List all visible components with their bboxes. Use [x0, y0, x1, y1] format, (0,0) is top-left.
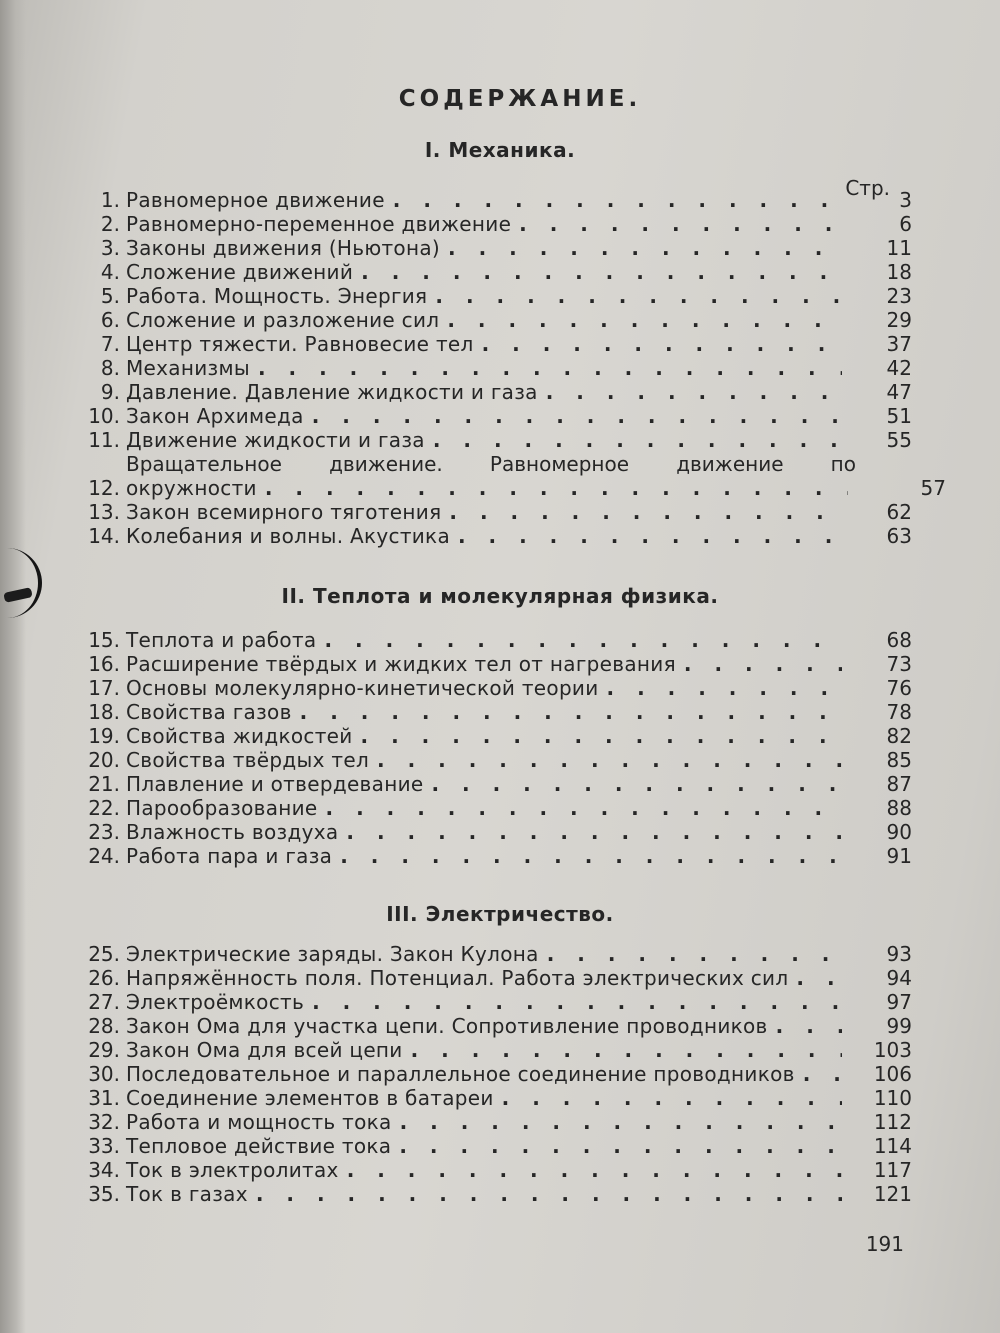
toc-entry-number: 3. — [100, 236, 120, 260]
toc-entry — [0, 1086, 1000, 1110]
dot-leader — [361, 724, 842, 748]
toc-entry-page: 47 — [886, 380, 912, 404]
toc-entry-title: Свойства жидкостей — [126, 724, 353, 748]
toc-entry-page: 73 — [886, 652, 912, 676]
toc-entry-title: Тепловое действие тока — [126, 1134, 392, 1158]
dot-leader — [256, 1182, 842, 1206]
toc-entry — [0, 748, 1000, 772]
dot-leader — [340, 844, 842, 868]
dot-leader — [300, 700, 842, 724]
toc-entry-page: 68 — [886, 628, 912, 652]
toc-entry-number: 35. — [88, 1182, 120, 1206]
toc-entry — [0, 676, 1000, 700]
toc-entry — [0, 1134, 1000, 1158]
toc-entry — [0, 380, 1000, 404]
toc-entry-page: 87 — [886, 772, 912, 796]
toc-entry-number: 30. — [88, 1062, 120, 1086]
toc-entry — [0, 524, 1000, 548]
toc-entry — [0, 700, 1000, 724]
toc-entry-number: 8. — [100, 356, 120, 380]
toc-entry-page: 114 — [873, 1134, 912, 1158]
toc-entry — [0, 796, 1000, 820]
toc-entry-title: Закон Ома для всей цепи — [126, 1038, 403, 1062]
toc-entry-page: 93 — [886, 942, 912, 966]
toc-entry-title: Закон Ома для участка цепи. Сопротивление проводников — [126, 1014, 768, 1038]
toc-entry-number: 16. — [88, 652, 120, 676]
toc-entry-title: Закон Архимеда — [126, 404, 304, 428]
dot-leader — [324, 628, 842, 652]
toc-entry-number: 17. — [88, 676, 120, 700]
toc-list-heat — [0, 628, 1000, 868]
toc-entry — [0, 1158, 1000, 1182]
dot-leader — [796, 966, 842, 990]
toc-entry-number: 27. — [88, 990, 120, 1014]
section-heading-heat: II. Теплота и молекулярная физика. — [281, 584, 719, 608]
toc-entry — [0, 308, 1000, 332]
document-title: СОДЕРЖАНИЕ. — [398, 86, 642, 112]
toc-entry-number: 4. — [100, 260, 120, 284]
toc-entry — [0, 1038, 1000, 1062]
dot-leader — [265, 476, 848, 500]
toc-entry-title: Давление. Давление жидкости и газа — [126, 380, 538, 404]
toc-entry-number: 20. — [88, 748, 120, 772]
dot-leader — [399, 1134, 842, 1158]
toc-entry-number: 9. — [100, 380, 120, 404]
toc-entry-number: 34. — [88, 1158, 120, 1182]
toc-entry-word: движение. — [329, 452, 443, 476]
toc-entry — [0, 990, 1000, 1014]
toc-entry-page: 18 — [886, 260, 912, 284]
toc-entry — [0, 966, 1000, 990]
toc-entry-page: 76 — [886, 676, 912, 700]
toc-entry-page: 90 — [886, 820, 912, 844]
dot-leader — [312, 990, 842, 1014]
toc-entry-number: 11. — [88, 428, 120, 452]
toc-entry-title: Ток в электролитах — [126, 1158, 339, 1182]
toc-entry-title: Свойства твёрдых тел — [126, 748, 370, 772]
dot-leader — [377, 748, 842, 772]
toc-entry-number: 2. — [100, 212, 120, 236]
dot-leader — [411, 1038, 842, 1062]
toc-entry-page: 103 — [873, 1038, 912, 1062]
toc-entry-page: 88 — [886, 796, 912, 820]
toc-entry — [0, 1014, 1000, 1038]
toc-entry-word: движение — [676, 452, 784, 476]
dot-leader — [776, 1014, 842, 1038]
toc-entry-title: Законы движения (Ньютона) — [126, 236, 441, 260]
page-column-label: Стр. — [845, 176, 890, 200]
toc-entry — [0, 1182, 1000, 1206]
toc-entry — [0, 1062, 1000, 1086]
toc-entry-title: Закон всемирного тяготения — [126, 500, 442, 524]
toc-entry-page: 29 — [886, 308, 912, 332]
dot-leader — [312, 404, 842, 428]
dot-leader — [448, 236, 842, 260]
toc-entry — [0, 628, 1000, 652]
toc-entry-word: Равномерное — [489, 452, 630, 476]
toc-entry-page: 94 — [886, 966, 912, 990]
toc-entry-page: 37 — [886, 332, 912, 356]
toc-entry-page: 112 — [873, 1110, 912, 1134]
dot-leader — [803, 1062, 842, 1086]
toc-entry-title: Равномерное движение — [126, 188, 385, 212]
toc-entry-title-wrapped — [126, 452, 856, 500]
toc-entry — [0, 212, 1000, 236]
toc-list-mechanics — [0, 188, 1000, 548]
toc-entry — [0, 404, 1000, 428]
toc-entry-number: 14. — [88, 524, 120, 548]
toc-entry-title: Плавление и отвердевание — [126, 772, 424, 796]
dot-leader — [361, 260, 842, 284]
dot-leader — [326, 796, 842, 820]
toc-entry-title-line1 — [126, 452, 856, 476]
toc-entry-title: Сложение и разложение сил — [126, 308, 440, 332]
toc-entry-page: 57 — [920, 476, 946, 500]
toc-entry-title: Ток в газах — [126, 1182, 248, 1206]
toc-entry-number: 22. — [88, 796, 120, 820]
toc-entry-page: 3 — [899, 188, 912, 212]
dot-leader — [519, 212, 842, 236]
toc-entry — [0, 1110, 1000, 1134]
toc-entry-title: Электрические заряды. Закон Кулона — [126, 942, 539, 966]
toc-entry-title: Последовательное и параллельное соединение проводников — [126, 1062, 795, 1086]
toc-entry — [0, 284, 1000, 308]
dot-leader — [482, 332, 842, 356]
toc-entry-number: 15. — [88, 628, 120, 652]
toc-entry-title: Электроёмкость — [126, 990, 305, 1014]
toc-entry-title: Работа. Мощность. Энергия — [126, 284, 428, 308]
toc-entry-page: 55 — [886, 428, 912, 452]
dot-leader — [433, 428, 842, 452]
toc-entry-page: 11 — [886, 236, 912, 260]
toc-entry — [0, 772, 1000, 796]
toc-entry-number: 6. — [100, 308, 120, 332]
toc-entry-number: 13. — [88, 500, 120, 524]
toc-entry — [0, 724, 1000, 748]
toc-entry-title-line2: окружности — [126, 476, 257, 500]
toc-entry-page: 110 — [873, 1086, 912, 1110]
toc-entry-title: Напряжённость поля. Потенциал. Работа электрических сил — [126, 966, 789, 990]
toc-entry-page: 23 — [886, 284, 912, 308]
toc-entry-number: 19. — [88, 724, 120, 748]
dot-leader — [346, 820, 842, 844]
toc-entry-title: Работа и мощность тока — [126, 1110, 392, 1134]
toc-entry-number: 18. — [88, 700, 120, 724]
toc-entry — [0, 428, 1000, 452]
toc-entry-page: 106 — [873, 1062, 912, 1086]
dot-leader — [393, 188, 842, 212]
toc-entry-page: 99 — [886, 1014, 912, 1038]
toc-entry-page: 6 — [899, 212, 912, 236]
toc-entry-title: Колебания и волны. Акустика — [126, 524, 450, 548]
toc-entry-number: 12. — [88, 476, 120, 500]
dot-leader — [458, 524, 842, 548]
toc-entry — [0, 820, 1000, 844]
dot-leader — [435, 284, 842, 308]
toc-entry-title: Основы молекулярно-кинетической теории — [126, 676, 599, 700]
toc-entry-word: по — [830, 452, 856, 476]
toc-entry-word: Вращательное — [126, 452, 282, 476]
toc-entry-number: 33. — [88, 1134, 120, 1158]
toc-entry — [0, 942, 1000, 966]
toc-entry-number: 28. — [88, 1014, 120, 1038]
toc-entry — [0, 844, 1000, 868]
toc-entry — [0, 500, 1000, 524]
toc-list-electricity — [0, 942, 1000, 1206]
dot-leader — [347, 1158, 842, 1182]
toc-entry-title: Расширение твёрдых и жидких тел от нагревания — [126, 652, 676, 676]
dot-leader — [400, 1110, 842, 1134]
toc-entry — [0, 260, 1000, 284]
toc-entry-title: Свойства газов — [126, 700, 292, 724]
dot-leader — [258, 356, 842, 380]
toc-entry-number: 32. — [88, 1110, 120, 1134]
dot-leader — [684, 652, 842, 676]
toc-entry-number: 5. — [100, 284, 120, 308]
toc-entry-page: 62 — [886, 500, 912, 524]
dot-leader — [547, 942, 842, 966]
dot-leader — [607, 676, 842, 700]
toc-entry-page: 78 — [886, 700, 912, 724]
toc-entry-title: Теплота и работа — [126, 628, 317, 652]
toc-entry-title: Влажность воздуха — [126, 820, 339, 844]
toc-entry — [0, 332, 1000, 356]
toc-entry-title: Работа пара и газа — [126, 844, 333, 868]
dot-leader — [447, 308, 842, 332]
dot-leader — [431, 772, 842, 796]
dot-leader — [449, 500, 842, 524]
dot-leader — [502, 1086, 842, 1110]
toc-entry-number: 21. — [88, 772, 120, 796]
toc-entry-title: Парообразование — [126, 796, 318, 820]
toc-entry-page: 121 — [873, 1182, 912, 1206]
toc-entry-title: Равномерно-переменное движение — [126, 212, 512, 236]
toc-entry — [0, 236, 1000, 260]
dot-leader — [546, 380, 842, 404]
toc-entry-title: Соединение элементов в батареи — [126, 1086, 494, 1110]
toc-entry-page: 63 — [886, 524, 912, 548]
toc-entry-page: 117 — [873, 1158, 912, 1182]
toc-entry-page: 85 — [886, 748, 912, 772]
toc-entry-number: 26. — [88, 966, 120, 990]
page-number: 191 — [865, 1232, 904, 1256]
toc-entry-page: 97 — [886, 990, 912, 1014]
toc-entry-number: 31. — [88, 1086, 120, 1110]
toc-entry-number: 29. — [88, 1038, 120, 1062]
toc-entry-title: Центр тяжести. Равновесие тел — [126, 332, 474, 356]
toc-entry — [0, 452, 1000, 500]
section-heading-mechanics: I. Механика. — [424, 138, 576, 162]
toc-entry-title: Сложение движений — [126, 260, 354, 284]
toc-entry — [0, 188, 1000, 212]
toc-entry-page: 51 — [886, 404, 912, 428]
toc-entry-number: 24. — [88, 844, 120, 868]
toc-entry-page: 82 — [886, 724, 912, 748]
toc-entry-number: 23. — [88, 820, 120, 844]
toc-entry-number: 25. — [88, 942, 120, 966]
toc-entry-title: Движение жидкости и газа — [126, 428, 425, 452]
toc-entry — [0, 652, 1000, 676]
toc-entry — [0, 356, 1000, 380]
section-heading-electricity: III. Электричество. — [386, 902, 614, 926]
toc-entry-title: Механизмы — [126, 356, 250, 380]
toc-entry-number: 10. — [88, 404, 120, 428]
toc-entry-number: 1. — [100, 188, 120, 212]
toc-entry-page: 91 — [886, 844, 912, 868]
toc-entry-page: 42 — [886, 356, 912, 380]
toc-entry-number: 7. — [100, 332, 120, 356]
